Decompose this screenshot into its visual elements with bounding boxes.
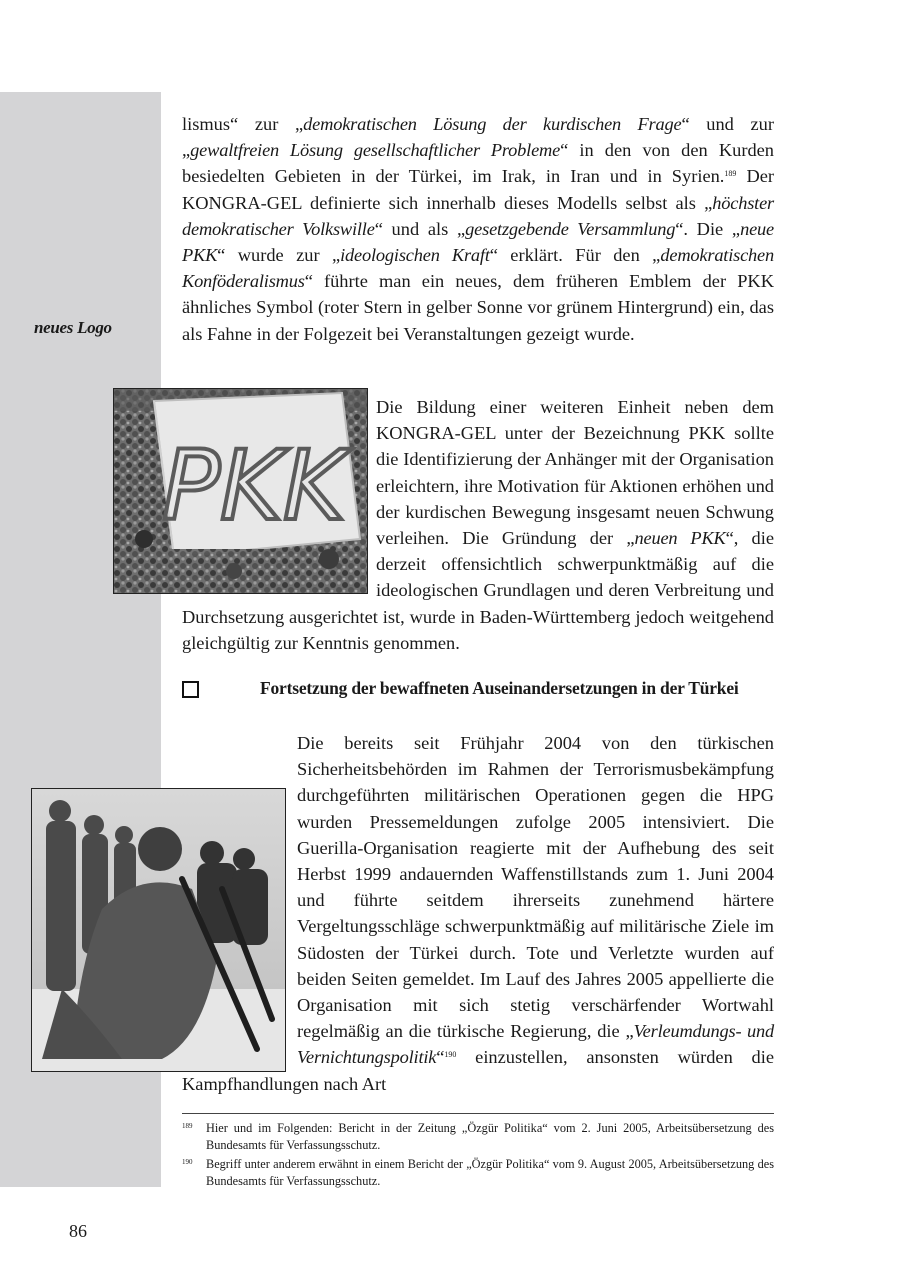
page-number: 86: [69, 1221, 87, 1241]
crowd-illustration: [114, 389, 367, 593]
footnote-text: Begriff unter anderem erwähnt in einem Bericht der „Özgür Politika“ vom 9. August 2005, Arbeitsübersetzung des Bundesamts für Verfassungsschutz.: [206, 1157, 774, 1188]
text-run: “ und zur „: [182, 114, 774, 161]
paragraph: [182, 111, 774, 347]
text-run: “ erklärt. Für den „: [489, 245, 661, 266]
italic-quote: demokratischen Konföderalismus: [182, 245, 775, 292]
text-run: “, die derzeit offensichtlich schwerpunktmäßig auf die ideologischen Grundlagen und deren Verbreitung und Durchsetzung ausgerichtet ist, wurde in Baden-Württemberg jedoch weitgehend gleichgültig zur Kenntnis genommen.: [182, 528, 774, 653]
text-run: “ führte man ein neues, dem früheren Emblem der PKK ähnliches Symbol (roter Stern in gelber Sonne vor grünem Hintergrund) ein, das als Fahne in der Folgezeit bei Veranstaltungen gezeigt wurde.: [182, 271, 774, 344]
footnote-ref: 189: [724, 169, 737, 179]
text-run: einzustellen, ansonsten würden die Kampfhandlungen nach Art: [182, 1047, 774, 1094]
checkbox-bullet-icon: [182, 681, 199, 698]
italic-quote: gesetzgebende Versammlung: [465, 218, 676, 239]
text-run: “. Die „: [675, 218, 741, 239]
text-run: lismus“ zur „: [182, 114, 304, 134]
margin-note: neues Logo: [34, 318, 112, 337]
italic-quote: höchster demokratischer Volkswille: [182, 192, 774, 239]
footnote-number: 190: [182, 1158, 193, 1166]
banner-text: PKK: [162, 430, 346, 542]
footnote-number: 189: [182, 1122, 193, 1130]
footnote: [182, 1120, 774, 1154]
italic-quote: gewaltfreien Lösung gesellschaftlicher Probleme: [190, 140, 561, 161]
pkk-banner-photo: [113, 388, 368, 594]
italic-quote: Verleumdungs- und Vernichtungspolitik: [297, 1021, 774, 1068]
fighters-photo: [31, 788, 286, 1072]
italic-quote: demokratischen Lösung der kurdischen Frage: [303, 114, 682, 134]
italic-quote: ideologischen Kraft: [340, 245, 490, 266]
text-run: “ in den von den Kurden besiedelten Gebieten in der Türkei, im Irak, in Iran und in Syrien.: [182, 140, 774, 187]
text-run: Die bereits seit Frühjahr 2004 von den türkischen Sicherheitsbehörden im Rahmen der Terrorismusbekämpfung durchgeführten militärischen Operationen gegen die HPG wurden Pressemeldungen zufolge 2005 intensiviert. Die Guerilla-Organisation reagierte mit der Aufhebung des seit Herbst 1999 andauernden Waffenstillstands zum 1. Juni 2004 und führte seitdem ihrerseits zunehmend härtere Vergeltungsschläge schwerpunktmäßig auf militärische Ziele im Südosten der Türkei durch. Tote und Verletzte wurden auf beiden Seiten gemeldet. Im Lauf des Jahres 2005 appellierte die Organisation mit sich stetig verschärfender Wortwahl regelmäßig an die türkische Regierung, die „: [297, 733, 774, 1042]
footnote-ref: 190: [444, 1050, 457, 1060]
text-run: Die Bildung einer weiteren Einheit neben dem KONGRA-GEL unter der Bezeichnung PKK sollte die Identifizierung der Anhänger mit der Organisation erleichtern, ihre Motivation für Aktionen erhöhen und der kurdischen Bewegung insgesamt neuen Schwung verleihen. Die Gründung der „: [376, 397, 774, 549]
fighters-illustration: [32, 789, 285, 1071]
text-run: “ und als „: [374, 218, 466, 239]
italic-quote: neuen PKK: [634, 528, 726, 549]
text-run: Der KONGRA-GEL definierte sich innerhalb dieses Modells selbst als „: [182, 166, 775, 213]
footnote-text: Hier und im Folgenden: Bericht in der Zeitung „Özgür Politika“ vom 2. Juni 2005, Arbeitsübersetzung des Bundesamts für Verfassungsschutz.: [206, 1121, 774, 1152]
italic-quote: neue PKK: [182, 218, 775, 266]
text-run: “ wurde zur „: [217, 245, 341, 266]
footnote-rule: [182, 1113, 774, 1114]
footnote: [182, 1156, 774, 1190]
text-run: “: [436, 1047, 445, 1068]
section-heading: Fortsetzung der bewaffneten Auseinandersetzungen in der Türkei: [182, 678, 782, 704]
